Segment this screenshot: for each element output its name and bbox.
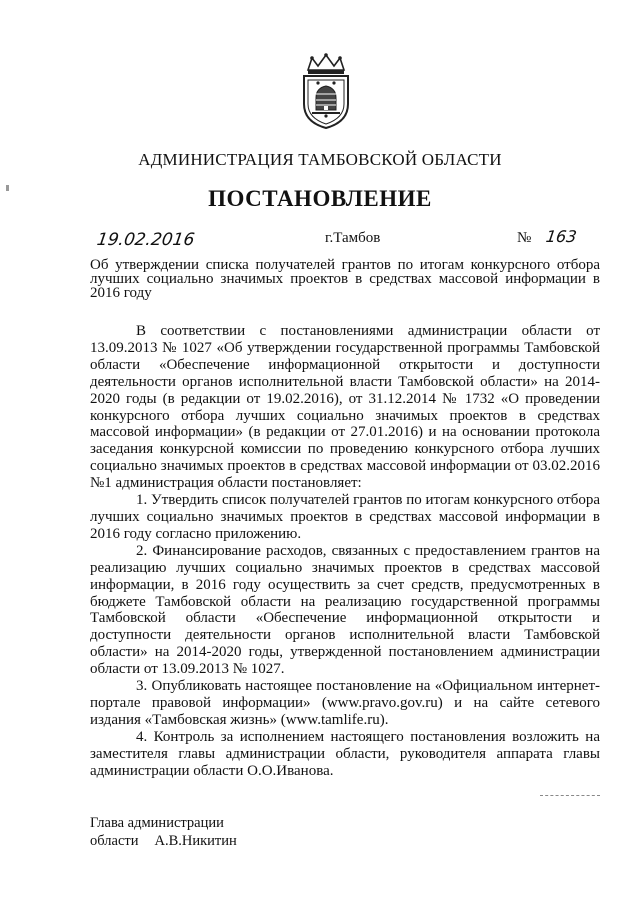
tambov-coat-of-arms-icon bbox=[298, 52, 354, 130]
document-number-label: № bbox=[517, 230, 532, 246]
document-body bbox=[90, 323, 600, 779]
signature-line bbox=[90, 832, 253, 850]
body-paragraph: В соответствии с постановлениями администрации области от 13.09.2013 № 1027 «Об утверждении государственной программы Тамбовской области «Обеспечение информационной открытости и доступности деятельности органов исполнительной власти Тамбовской области» на 2014-2020 годы (в редакции от 19.02.2016), от 31.12.2014 № 1732 «О проведении конкурсного отбора лучших социально значимых проектов в средствах массовой информации» (в редакции от 27.01.2016) и на основании протокола заседания конкурсной комиссии по проведению конкурсного отбора лучших социально значимых проектов в средствах массовой информации от 03.02.2016 №1 администрация области постановляет: bbox=[90, 323, 600, 492]
scan-mark bbox=[540, 795, 600, 798]
body-paragraph: 3. Опубликовать настоящее постановление на «Официальном интернет-портале правовой информации» (www.pravo.gov.ru) и на сайте сетевого издания «Тамбовская жизнь» (www.tamlife.ru). bbox=[90, 678, 600, 728]
signatory-name: А.В.Никитин bbox=[154, 833, 237, 849]
document-date: 19.02.2016 bbox=[95, 230, 196, 250]
body-paragraph: 4. Контроль за исполнением настоящего постановления возложить на заместителя главы администрации области, руководителя аппарата главы администрации области О.О.Иванова. bbox=[90, 728, 600, 779]
document-number: 163 bbox=[544, 227, 578, 246]
signature-block bbox=[90, 814, 253, 850]
document-subject: Об утверждении списка получателей грантов по итогам конкурсного отбора лучших социально значимых проектов в средствах массовой информации в 2016 году bbox=[90, 257, 600, 301]
body-paragraph: 2. Финансирование расходов, связанных с предоставлением грантов на реализацию лучших социально значимых проектов в средствах массовой информации, в 2016 году осуществить за счет средств, предусмотренных в бюджете Тамбовской области на реализацию государственной программы Тамбовской области «Обеспечение информационной открытости и доступности деятельности органов исполнительной власти Тамбовской области» на 2014-2020 годы, утвержденной постановлением администрации области от 13.09.2013 № 1027. bbox=[90, 542, 600, 678]
body-paragraph: 1. Утвердить список получателей грантов по итогам конкурсного отбора лучших социально значимых проектов в средствах массовой информации в 2016 году согласно приложению. bbox=[90, 492, 600, 542]
signature-title-cont: области bbox=[90, 833, 139, 849]
organization-name: АДМИНИСТРАЦИЯ ТАМБОВСКОЙ ОБЛАСТИ bbox=[138, 150, 502, 169]
document-type-title: ПОСТАНОВЛЕНИЕ bbox=[208, 186, 432, 211]
document-city: г.Тамбов bbox=[325, 230, 381, 246]
signature-title: Глава администрации bbox=[90, 815, 224, 831]
